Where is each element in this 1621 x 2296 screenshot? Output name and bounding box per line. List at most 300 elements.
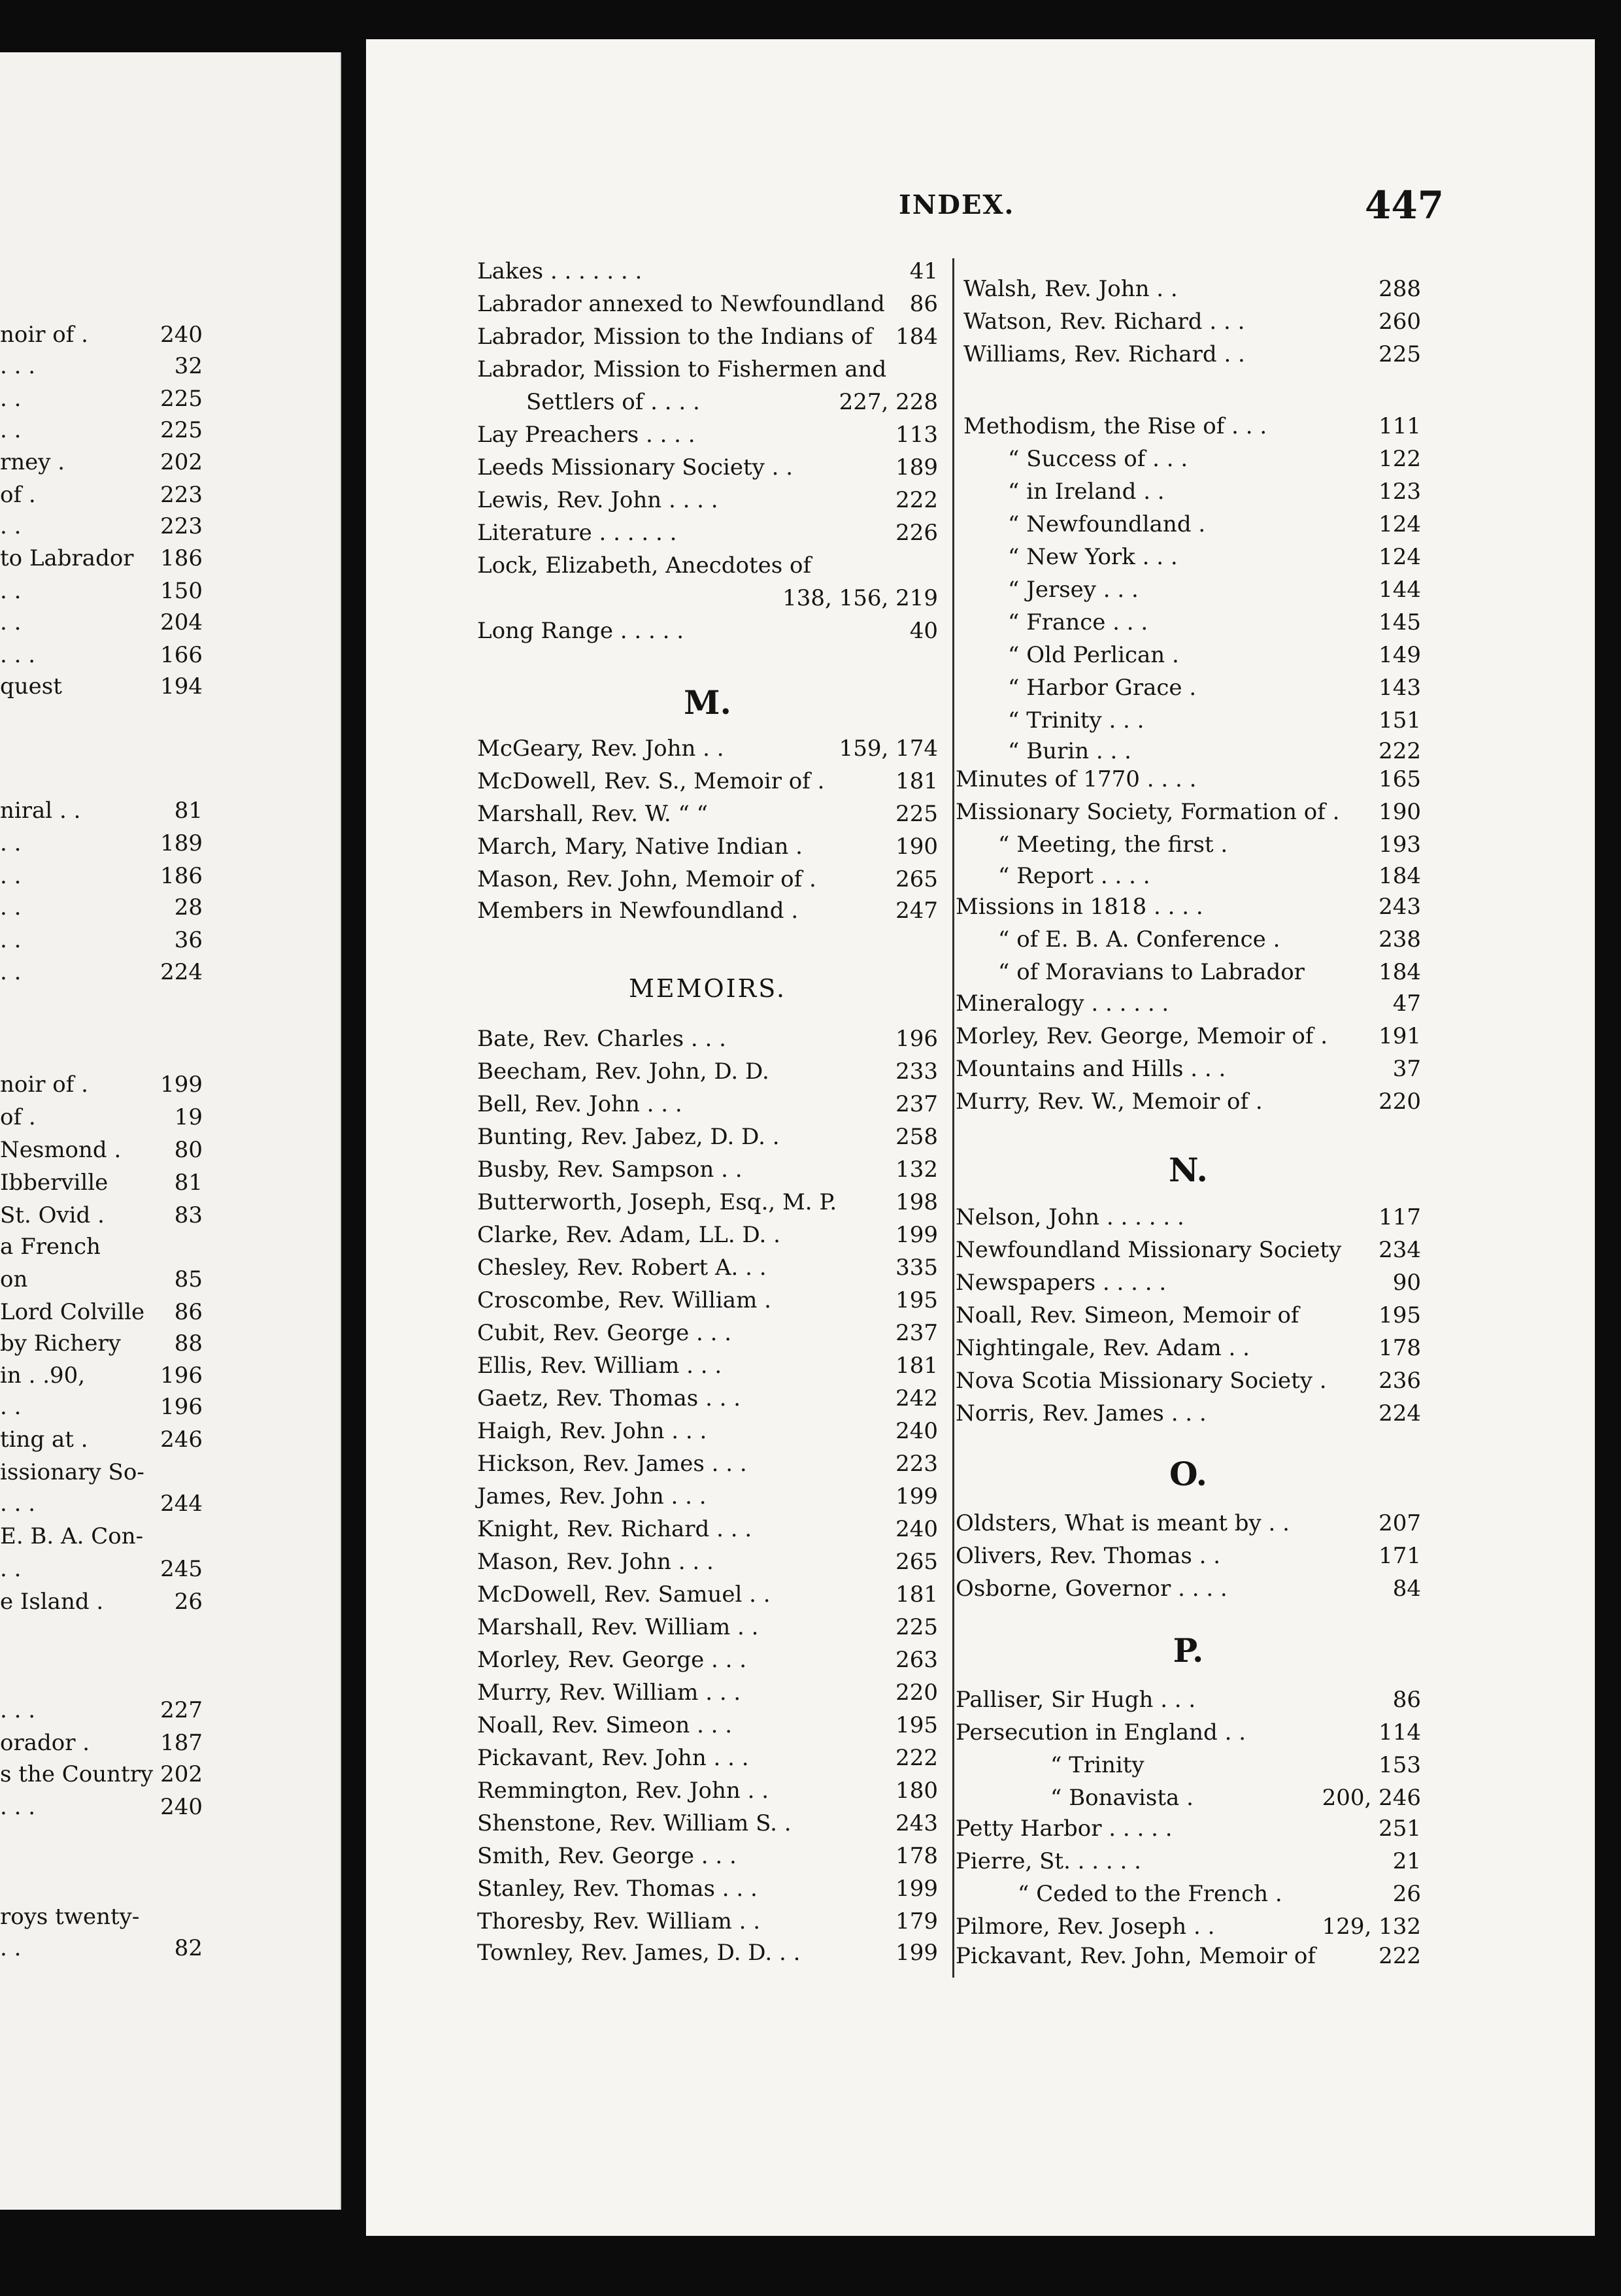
entry-page-number: 111 xyxy=(1379,413,1421,439)
entry-label: “ Harbor Grace . xyxy=(1008,675,1197,701)
index-entry xyxy=(477,322,938,351)
entry-label: Noall, Rev. Simeon . . . xyxy=(477,1712,733,1738)
fragment-label: niral . . xyxy=(0,798,81,824)
index-entry xyxy=(477,551,938,580)
entry-label: James, Rev. John . . . xyxy=(477,1483,707,1510)
left-page-line xyxy=(0,1136,340,1164)
entry-page-number: 243 xyxy=(895,1810,938,1836)
index-entry xyxy=(956,1022,1421,1051)
entry-label: Hickson, Rev. James . . . xyxy=(477,1451,747,1477)
entry-label: Newspapers . . . . . xyxy=(956,1270,1167,1296)
index-entry xyxy=(956,1942,1421,1970)
entry-page-number: 190 xyxy=(895,834,938,860)
entry-page-number: 224 xyxy=(1379,1400,1421,1427)
entry-page-number: 220 xyxy=(895,1680,938,1706)
entry-page-number: 233 xyxy=(895,1058,938,1085)
entry-label: Busby, Rev. Sampson . . xyxy=(477,1156,743,1183)
fragment-page-number: 19 xyxy=(174,1104,203,1130)
fragment-page-number: 202 xyxy=(160,449,203,475)
entry-label: Murry, Rev. W., Memoir of . xyxy=(956,1089,1263,1115)
fragment-label: . . xyxy=(0,1556,22,1582)
fragment-page-number: 36 xyxy=(174,927,203,953)
index-entry xyxy=(956,1912,1421,1941)
left-page-line xyxy=(0,320,340,349)
entry-label: Labrador, Mission to Fishermen and xyxy=(477,356,887,382)
entry-label: Pierre, St. . . . . . xyxy=(956,1848,1141,1874)
fragment-page-number: 225 xyxy=(160,386,203,412)
index-entry xyxy=(477,1776,938,1805)
entry-label: Lewis, Rev. John . . . . xyxy=(477,487,718,513)
fragment-page-number: 204 xyxy=(160,609,203,635)
entry-page-number: 195 xyxy=(895,1712,938,1738)
left-page-line xyxy=(0,352,340,380)
entry-label: “ Jersey . . . xyxy=(1008,577,1139,603)
entry-page-number: 124 xyxy=(1379,511,1421,537)
fragment-label: orador . xyxy=(0,1730,90,1756)
index-entry xyxy=(477,1188,938,1217)
entry-page-number: 220 xyxy=(1379,1089,1421,1115)
entry-page-number: 117 xyxy=(1379,1204,1421,1230)
fragment-page-number: 82 xyxy=(174,1935,203,1961)
left-page-line xyxy=(0,577,340,605)
index-entry xyxy=(477,1744,938,1772)
entry-label: Minutes of 1770 . . . . xyxy=(956,766,1197,792)
entry-page-number: 222 xyxy=(895,1745,938,1771)
entry-page-number: 143 xyxy=(1379,675,1421,701)
index-entry xyxy=(956,798,1421,826)
left-page-line xyxy=(0,1103,340,1132)
entry-label: Nelson, John . . . . . . xyxy=(956,1204,1184,1230)
fragment-page-number: 187 xyxy=(160,1730,203,1756)
entry-label: Pickavant, Rev. John . . . xyxy=(477,1745,749,1771)
left-page-line xyxy=(0,796,340,825)
entry-page-number: 227, 228 xyxy=(839,389,938,415)
index-entry xyxy=(956,1236,1421,1264)
index-entry xyxy=(477,1907,938,1936)
entry-label: McDowell, Rev. Samuel . . xyxy=(477,1581,771,1608)
entry-label: Gaetz, Rev. Thomas . . . xyxy=(477,1385,741,1411)
entry-label: Pilmore, Rev. Joseph . . xyxy=(956,1914,1215,1940)
entry-page-number: 260 xyxy=(1379,309,1421,335)
entry-page-number: 288 xyxy=(1379,276,1421,302)
index-entry xyxy=(477,453,938,482)
fragment-label: Ibberville xyxy=(0,1170,109,1196)
fragment-page-number: 80 xyxy=(174,1137,203,1163)
entry-label: Butterworth, Joseph, Esq., M. P. xyxy=(477,1189,837,1215)
entry-page-number: 153 xyxy=(1379,1752,1421,1778)
entry-page-number: 225 xyxy=(1379,341,1421,367)
fragment-page-number: 199 xyxy=(160,1072,203,1098)
fragment-page-number: 32 xyxy=(174,353,203,379)
entry-page-number: 184 xyxy=(895,324,938,350)
entry-page-number: 195 xyxy=(1379,1302,1421,1328)
fragment-label: quest xyxy=(0,673,62,700)
entry-page-number: 199 xyxy=(895,1876,938,1902)
index-entry xyxy=(477,1580,938,1609)
left-page-line xyxy=(0,608,340,637)
entry-label: Settlers of . . . . xyxy=(526,389,700,415)
fragment-label: Lord Colville xyxy=(0,1299,145,1325)
entry-label: Members in Newfoundland . xyxy=(477,898,799,924)
section-heading: N. xyxy=(1169,1151,1208,1189)
index-entry xyxy=(477,486,938,515)
index-entry xyxy=(956,958,1421,987)
fragment-label: . . xyxy=(0,927,22,953)
index-entry xyxy=(956,1268,1421,1297)
index-entry xyxy=(477,1678,938,1707)
left-page-line xyxy=(0,384,340,413)
index-entry xyxy=(956,765,1421,794)
left-page-line xyxy=(0,1393,340,1421)
entry-label: Bate, Rev. Charles . . . xyxy=(477,1026,726,1052)
entry-page-number: 207 xyxy=(1379,1510,1421,1536)
index-entry xyxy=(477,1351,938,1380)
entry-label: Haigh, Rev. John . . . xyxy=(477,1418,707,1444)
entry-page-number: 195 xyxy=(895,1287,938,1313)
index-entry xyxy=(477,1123,938,1151)
fragment-label: . . xyxy=(0,578,22,604)
left-page-line xyxy=(0,893,340,922)
fragment-label: . . . xyxy=(0,353,36,379)
entry-label: “ Trinity . . . xyxy=(1008,707,1145,734)
entry-label: Townley, Rev. James, D. D. . . xyxy=(477,1940,801,1966)
index-entry xyxy=(477,800,938,828)
index-entry xyxy=(956,989,1421,1018)
entry-label: Thoresby, Rev. William . . xyxy=(477,1908,761,1934)
entry-label: “ Old Perlican . xyxy=(1008,642,1179,668)
entry-label: Clarke, Rev. Adam, LL. D. . xyxy=(477,1222,780,1248)
entry-page-number: 189 xyxy=(895,454,938,481)
entry-page-number: 90 xyxy=(1392,1270,1421,1296)
entry-page-number: 114 xyxy=(1379,1719,1421,1746)
fragment-label: . . xyxy=(0,894,22,920)
left-page-line xyxy=(0,829,340,858)
column-separator xyxy=(952,258,954,1978)
entry-label: Osborne, Governor . . . . xyxy=(956,1576,1228,1602)
index-entry xyxy=(956,412,1421,441)
index-entry xyxy=(956,445,1421,473)
index-entry xyxy=(477,1613,938,1642)
left-page-line xyxy=(0,1934,340,1963)
fragment-label: to Labrador xyxy=(0,545,134,571)
index-entry xyxy=(477,1155,938,1184)
index-entry xyxy=(477,865,938,894)
left-page-line xyxy=(0,481,340,509)
entry-page-number: 159, 174 xyxy=(839,735,938,762)
fragment-page-number: 150 xyxy=(160,578,203,604)
index-entry xyxy=(956,1542,1421,1570)
left-page-line xyxy=(0,1522,340,1551)
left-page-line xyxy=(0,1265,340,1294)
fragment-label: a French xyxy=(0,1234,101,1260)
fragment-label: E. B. A. Con- xyxy=(0,1523,144,1549)
fragment-page-number: 26 xyxy=(174,1589,203,1615)
fragment-label: s the Country xyxy=(0,1761,154,1787)
entry-page-number: 149 xyxy=(1379,642,1421,668)
fragment-page-number: 202 xyxy=(160,1761,203,1787)
entry-page-number: 184 xyxy=(1379,863,1421,889)
index-entry xyxy=(477,1319,938,1347)
fragment-page-number: 240 xyxy=(160,1794,203,1820)
entry-page-number: 178 xyxy=(1379,1335,1421,1361)
fragment-label: St. Ovid . xyxy=(0,1202,105,1228)
left-page-line xyxy=(0,1070,340,1099)
entry-page-number: 171 xyxy=(1379,1543,1421,1569)
index-entry xyxy=(956,737,1421,766)
entry-page-number: 234 xyxy=(1379,1237,1421,1263)
index-entry xyxy=(477,1646,938,1674)
index-entry xyxy=(956,1783,1421,1812)
entry-page-number: 113 xyxy=(895,422,938,448)
entry-page-number: 223 xyxy=(895,1451,938,1477)
index-entry xyxy=(956,608,1421,637)
entry-label: Oldsters, What is meant by . . xyxy=(956,1510,1290,1536)
entry-label: Missions in 1818 . . . . xyxy=(956,894,1203,920)
index-entry xyxy=(477,1384,938,1413)
entry-page-number: 123 xyxy=(1379,479,1421,505)
entry-label: Lock, Elizabeth, Anecdotes of xyxy=(477,552,812,579)
entry-label: “ Trinity xyxy=(1050,1752,1145,1778)
index-entry xyxy=(956,1055,1421,1083)
page-title: INDEX. xyxy=(899,190,1015,220)
index-entry xyxy=(956,1203,1421,1232)
index-entry xyxy=(477,584,938,613)
index-entry xyxy=(956,477,1421,506)
entry-page-number: 236 xyxy=(1379,1368,1421,1394)
index-entry xyxy=(477,1547,938,1576)
entry-label: Mason, Rev. John . . . xyxy=(477,1549,714,1575)
entry-page-number: 222 xyxy=(895,487,938,513)
index-entry xyxy=(956,510,1421,539)
left-page-line xyxy=(0,958,340,987)
index-entry xyxy=(956,1399,1421,1428)
fragment-page-number: 224 xyxy=(160,959,203,985)
fragment-label: e Island . xyxy=(0,1589,104,1615)
fragment-page-number: 227 xyxy=(160,1697,203,1723)
entry-page-number: 263 xyxy=(895,1647,938,1673)
entry-label: Morley, Rev. George . . . xyxy=(477,1647,747,1673)
entry-label: Remmington, Rev. John . . xyxy=(477,1778,769,1804)
entry-page-number: 145 xyxy=(1379,609,1421,635)
left-page-line xyxy=(0,1555,340,1583)
entry-label: “ of Moravians to Labrador xyxy=(998,959,1305,985)
index-entry xyxy=(956,1087,1421,1116)
fragment-label: . . . xyxy=(0,1794,36,1820)
left-page-line xyxy=(0,1729,340,1757)
entry-page-number: 199 xyxy=(895,1483,938,1510)
index-entry xyxy=(477,734,938,763)
entry-page-number: 181 xyxy=(895,768,938,794)
entry-label: “ France . . . xyxy=(1008,609,1148,635)
section-heading: O. xyxy=(1169,1455,1208,1493)
index-entry xyxy=(956,307,1421,336)
index-entry xyxy=(477,832,938,861)
entry-page-number: 184 xyxy=(1379,959,1421,985)
entry-label: Croscombe, Rev. William . xyxy=(477,1287,771,1313)
left-page-line xyxy=(0,1298,340,1326)
fragment-page-number: 186 xyxy=(160,863,203,889)
entry-page-number: 242 xyxy=(895,1385,938,1411)
entry-page-number: 237 xyxy=(895,1320,938,1346)
fragment-label: . . xyxy=(0,830,22,856)
left-page-line xyxy=(0,512,340,541)
index-entry xyxy=(477,1221,938,1249)
entry-label: March, Mary, Native Indian . xyxy=(477,834,803,860)
index-entry xyxy=(956,1847,1421,1876)
left-page-line xyxy=(0,1793,340,1821)
entry-page-number: 225 xyxy=(895,1614,938,1640)
left-page-line xyxy=(0,1232,340,1261)
entry-label: Labrador, Mission to the Indians of xyxy=(477,324,873,350)
index-entry xyxy=(956,1366,1421,1395)
fragment-page-number: 245 xyxy=(160,1556,203,1582)
index-entry xyxy=(956,1880,1421,1908)
index-entry xyxy=(956,641,1421,669)
entry-page-number: 180 xyxy=(895,1778,938,1804)
entry-page-number: 222 xyxy=(1379,1943,1421,1969)
entry-label: Watson, Rev. Richard . . . xyxy=(963,309,1245,335)
entry-page-number: 37 xyxy=(1392,1056,1421,1082)
entry-page-number: 144 xyxy=(1379,577,1421,603)
entry-page-number: 122 xyxy=(1379,446,1421,472)
entry-label: Ellis, Rev. William . . . xyxy=(477,1353,722,1379)
entry-page-number: 238 xyxy=(1379,926,1421,953)
index-entry xyxy=(477,518,938,547)
entry-page-number: 198 xyxy=(895,1189,938,1215)
index-entry xyxy=(477,1417,938,1445)
index-entry xyxy=(477,896,938,925)
index-entry xyxy=(477,1482,938,1511)
index-entry xyxy=(477,1449,938,1478)
entry-page-number: 47 xyxy=(1392,990,1421,1017)
index-entry xyxy=(477,1024,938,1053)
fragment-page-number: 194 xyxy=(160,673,203,700)
entry-label: Methodism, the Rise of . . . xyxy=(963,413,1267,439)
entry-page-number: 138, 156, 219 xyxy=(782,585,938,611)
fragment-page-number: 189 xyxy=(160,830,203,856)
entry-label: “ Burin . . . xyxy=(1008,738,1131,764)
fragment-label: by Richery xyxy=(0,1330,121,1357)
fragment-label: of . xyxy=(0,1104,36,1130)
left-page-line xyxy=(0,1587,340,1616)
index-entry xyxy=(956,1509,1421,1538)
index-entry xyxy=(956,925,1421,954)
index-entry xyxy=(477,355,938,384)
left-page-line xyxy=(0,1361,340,1390)
fragment-page-number: 85 xyxy=(174,1266,203,1292)
entry-page-number: 251 xyxy=(1379,1815,1421,1842)
fragment-label: . . xyxy=(0,386,22,412)
entry-label: Noall, Rev. Simeon, Memoir of xyxy=(956,1302,1299,1328)
left-page-line xyxy=(0,544,340,573)
entry-label: Long Range . . . . . xyxy=(477,618,684,644)
index-entry xyxy=(477,1809,938,1838)
fragment-label: on xyxy=(0,1266,28,1292)
fragment-page-number: 196 xyxy=(160,1394,203,1420)
index-entry xyxy=(956,1334,1421,1362)
fragment-label: . . . xyxy=(0,1697,36,1723)
entry-label: McDowell, Rev. S., Memoir of . xyxy=(477,768,825,794)
section-subheading: MEMOIRS. xyxy=(628,974,787,1003)
entry-label: “ of E. B. A. Conference . xyxy=(998,926,1280,953)
left-page-line xyxy=(0,641,340,669)
entry-label: Palliser, Sir Hugh . . . xyxy=(956,1687,1196,1713)
fragment-page-number: 83 xyxy=(174,1202,203,1228)
entry-label: McGeary, Rev. John . . xyxy=(477,735,724,762)
index-entry xyxy=(956,575,1421,604)
entry-page-number: 265 xyxy=(895,866,938,892)
left-page-line xyxy=(0,1329,340,1358)
fragment-label: noir of . xyxy=(0,322,88,348)
entry-page-number: 196 xyxy=(895,1026,938,1052)
fragment-page-number: 240 xyxy=(160,322,203,348)
left-page-line xyxy=(0,416,340,445)
index-entry xyxy=(956,673,1421,702)
index-entry xyxy=(477,1057,938,1086)
left-page-line xyxy=(0,1458,340,1487)
index-entry xyxy=(956,892,1421,921)
left-page-line xyxy=(0,926,340,954)
entry-label: Morley, Rev. George, Memoir of . xyxy=(956,1023,1328,1049)
entry-label: Newfoundland Missionary Society xyxy=(956,1237,1342,1263)
entry-page-number: 86 xyxy=(909,291,938,317)
index-entry xyxy=(956,1718,1421,1747)
entry-label: Nightingale, Rev. Adam . . xyxy=(956,1335,1250,1361)
entry-label: Knight, Rev. Richard . . . xyxy=(477,1516,752,1542)
index-entry xyxy=(477,1842,938,1870)
fragment-page-number: 86 xyxy=(174,1299,203,1325)
page-number: 447 xyxy=(1365,183,1445,228)
fragment-page-number: 223 xyxy=(160,513,203,539)
index-entry xyxy=(477,388,938,416)
entry-label: Mineralogy . . . . . . xyxy=(956,990,1169,1017)
fragment-label: . . . xyxy=(0,1491,36,1517)
fragment-page-number: 81 xyxy=(174,1170,203,1196)
entry-page-number: 178 xyxy=(895,1843,938,1869)
index-entry xyxy=(477,767,938,796)
entry-label: “ Newfoundland . xyxy=(1008,511,1206,537)
entry-page-number: 222 xyxy=(1379,738,1421,764)
index-entry xyxy=(956,1574,1421,1603)
left-page-line xyxy=(0,1489,340,1518)
left-page xyxy=(0,52,341,2210)
entry-page-number: 225 xyxy=(895,801,938,827)
fragment-label: of . xyxy=(0,482,36,508)
entry-label: Walsh, Rev. John . . xyxy=(963,276,1178,302)
index-entry xyxy=(477,1938,938,1967)
section-heading: P. xyxy=(1173,1631,1204,1670)
left-page-line xyxy=(0,672,340,701)
fragment-page-number: 223 xyxy=(160,482,203,508)
entry-label: Norris, Rev. James . . . xyxy=(956,1400,1207,1427)
entry-label: Petty Harbor . . . . . xyxy=(956,1815,1173,1842)
left-page-line xyxy=(0,862,340,890)
entry-label: Beecham, Rev. John, D. D. xyxy=(477,1058,769,1085)
left-page-line xyxy=(0,448,340,477)
index-entry xyxy=(956,275,1421,303)
fragment-page-number: 88 xyxy=(174,1330,203,1357)
fragment-page-number: 186 xyxy=(160,545,203,571)
index-entry xyxy=(477,616,938,645)
entry-label: Smith, Rev. George . . . xyxy=(477,1843,737,1869)
entry-page-number: 258 xyxy=(895,1124,938,1150)
entry-label: Lay Preachers . . . . xyxy=(477,422,695,448)
index-entry xyxy=(477,290,938,318)
entry-page-number: 190 xyxy=(1379,799,1421,825)
entry-label: “ Meeting, the first . xyxy=(998,832,1228,858)
entry-label: “ in Ireland . . xyxy=(1008,479,1165,505)
entry-label: Mason, Rev. John, Memoir of . xyxy=(477,866,816,892)
